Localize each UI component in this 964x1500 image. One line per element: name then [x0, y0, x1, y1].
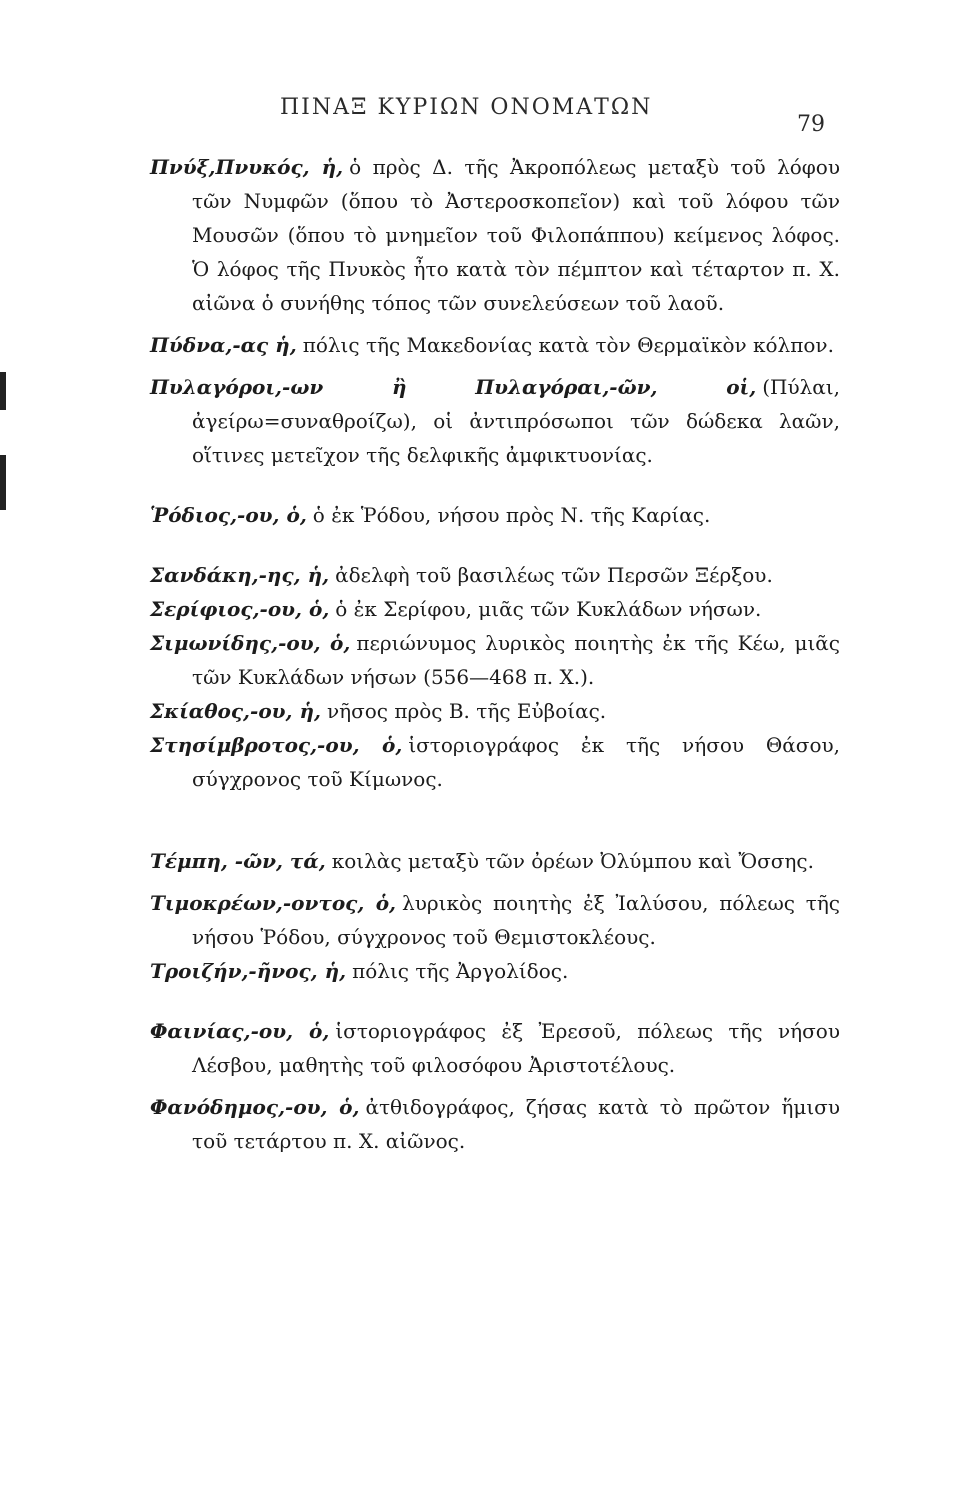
entry-text: ἱστοριογράφος ἐκ τῆς νήσου Θάσου, σύγχρονος τοῦ Κίμωνος. — [192, 733, 841, 791]
entry-headword: Φανόδημος,-ου, ὁ, — [150, 1095, 360, 1119]
index-entry — [150, 498, 840, 532]
entry-headword: Σιμωνίδης,-ου, ὁ, — [150, 631, 351, 655]
index-entry — [150, 728, 840, 796]
index-entry — [150, 694, 840, 728]
index-entry — [150, 592, 840, 626]
entry-text: ἀδελφὴ τοῦ βασιλέως τῶν Περσῶν Ξέρξου. — [335, 563, 773, 587]
entry-headword: Τιμοκρέων,-οντος, ὁ, — [150, 891, 397, 915]
index-entry — [150, 886, 840, 954]
index-entry — [150, 626, 840, 694]
entry-text: ἱστοριογράφος ἐξ Ἐρεσοῦ, πόλεως τῆς νήσου Λέσβου, μαθητὴς τοῦ φιλοσόφου Ἀριστοτέλους. — [192, 1019, 840, 1077]
index-entry — [150, 1014, 840, 1082]
entry-headword: Τέμπη, -ῶν, τά, — [150, 849, 326, 873]
entry-text: ὁ ἐκ Σερίφου, μιᾶς τῶν Κυκλάδων νήσων. — [335, 597, 762, 621]
index-entry — [150, 954, 840, 988]
scan-edge-mark — [0, 372, 6, 410]
index-entry — [150, 328, 840, 362]
entry-headword: Στησίμβροτος,-ου, ὁ, — [150, 733, 403, 757]
entry-text: ὁ πρὸς Δ. τῆς Ἀκροπόλεως μεταξὺ τοῦ λόφου τῶν Νυμφῶν (ὅπου τὸ Ἀστεροσκοπεῖον) καὶ τοῦ λόφου τῶν Μουσῶν (ὅπου τὸ μνημεῖον τοῦ Φιλοπάππου) κείμενος λόφος. Ὁ λόφος τῆς Πνυκὸς ἦτο κατὰ τὸν πέμπτον καὶ τέταρτον π. Χ. αἰῶνα ὁ συνήθης τόπος τῶν συνελεύσεων τοῦ λαοῦ. — [192, 155, 841, 315]
page-number: 79 — [797, 112, 825, 137]
index-entry — [150, 844, 840, 878]
entry-headword: Πνύξ,Πνυκός, ἡ, — [150, 155, 344, 179]
entry-text: κοιλὰς μεταξὺ τῶν ὀρέων Ὀλύμπου καὶ Ὄσσης. — [331, 849, 814, 873]
running-head: ΠΙΝΑΞ ΚΥΡΙΩΝ ΟΝΟΜΑΤΩΝ — [280, 95, 653, 120]
entry-headword: Σκίαθος,-ου, ἡ, — [150, 699, 321, 723]
entry-text: πόλις τῆς Ἀργολίδος. — [352, 959, 569, 983]
index-entries — [150, 150, 840, 1158]
entry-text: λυρικὸς ποιητὴς ἐξ Ἰαλύσου, πόλεως τῆς νήσου Ῥόδου, σύγχρονος τοῦ Θεμιστοκλέους. — [192, 891, 841, 949]
entry-headword: Πυλαγόροι,-ων ἢ Πυλαγόραι,-ῶν, οἱ, — [150, 375, 757, 399]
entry-headword: Σανδάκη,-ης, ἡ, — [150, 563, 330, 587]
entry-headword: Τροιζήν,-ῆνος, ἡ, — [150, 959, 347, 983]
index-entry — [150, 150, 840, 320]
entry-headword: Φαινίας,-ου, ὁ, — [150, 1019, 330, 1043]
scan-edge-mark — [0, 455, 6, 510]
entry-text: νῆσος πρὸς Β. τῆς Εὐβοίας. — [326, 699, 607, 723]
index-entry — [150, 370, 840, 472]
entry-text: (Πύλαι, ἀγείρω=συναθροίζω), οἱ ἀντιπρόσωποι τῶν δώδεκα λαῶν, οἵτινες μετεῖχον τῆς δελφικῆς ἀμφικτυονίας. — [192, 375, 840, 467]
entry-headword: Ῥόδιος,-ου, ὁ, — [150, 503, 307, 527]
entry-headword: Σερίφιος,-ου, ὁ, — [150, 597, 330, 621]
index-entry — [150, 558, 840, 592]
entry-text: ἀτθιδογράφος, ζήσας κατὰ τὸ πρῶτον ἥμισυ τοῦ τετάρτου π. Χ. αἰῶνος. — [192, 1095, 840, 1153]
index-entry — [150, 1090, 840, 1158]
entry-text: ὁ ἐκ Ῥόδου, νήσου πρὸς Ν. τῆς Καρίας. — [312, 503, 711, 527]
entry-text: περιώνυμος λυρικὸς ποιητὴς ἐκ τῆς Κέω, μιᾶς τῶν Κυκλάδων νήσων (556—468 π. Χ.). — [192, 631, 840, 689]
entry-headword: Πύδνα,-ας ἡ, — [150, 333, 297, 357]
entry-text: πόλις τῆς Μακεδονίας κατὰ τὸν Θερμαϊκὸν κόλπον. — [302, 333, 834, 357]
